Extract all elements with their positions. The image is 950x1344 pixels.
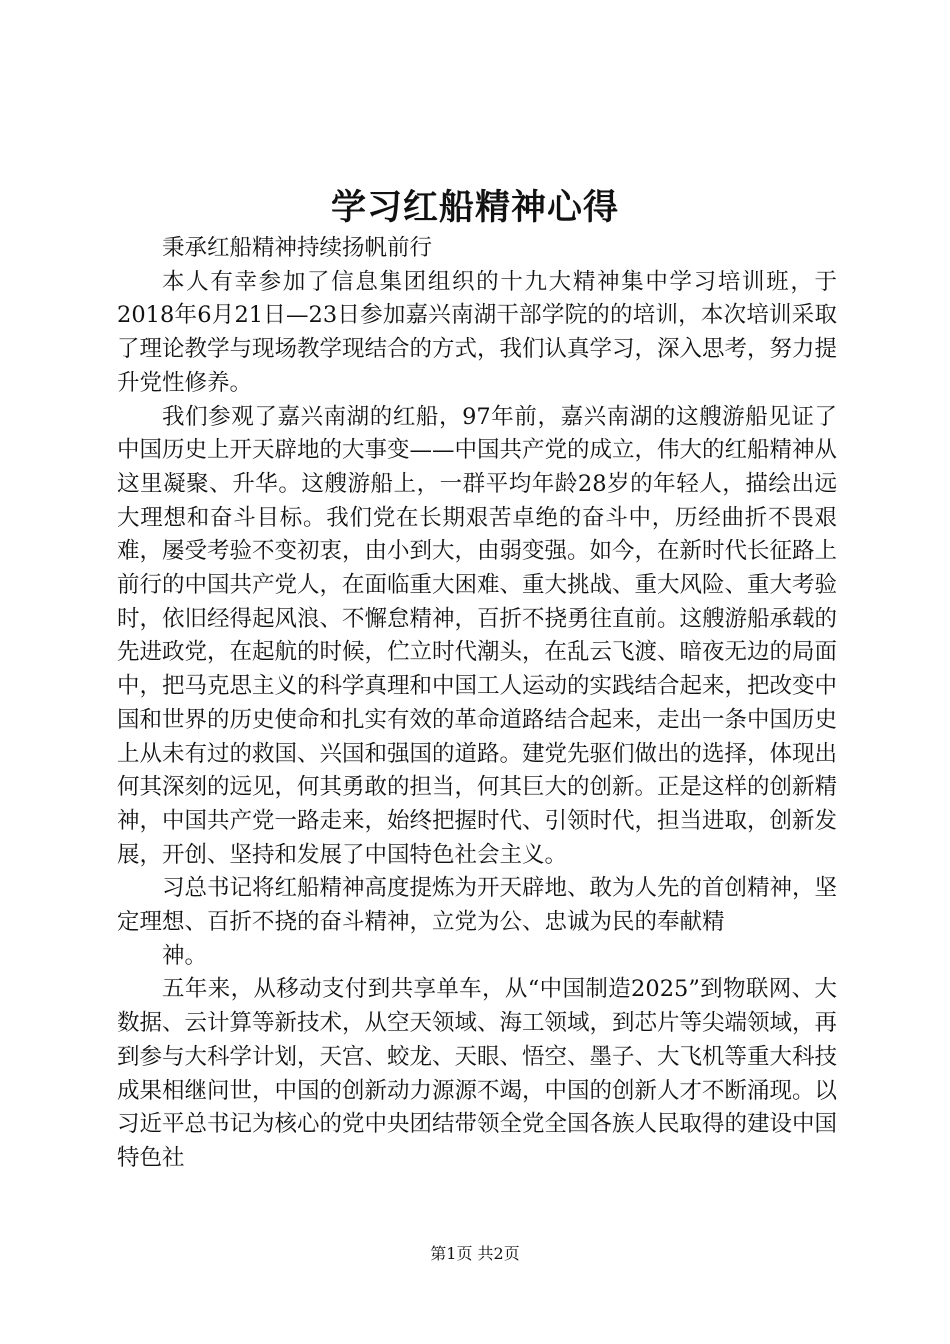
page-number-footer: 第1页 共2页 (430, 1244, 520, 1263)
document-body (117, 232, 837, 1176)
body-paragraph: 神。 (162, 942, 208, 969)
body-paragraph: 习总书记将红船精神高度提炼为开天辟地、敢为人先的首创精神，坚定理想、百折不挠的奋斗精神，立党为公、忠诚为民的奉献精 (117, 875, 838, 936)
body-paragraph: 五年来，从移动支付到共享单车，从“中国制造2025”到物联网、大数据、云计算等新技术，从空天领域、海工领域，到芯片等尖端领域，再到参与大科学计划，天宫、蛟龙、天眼、悟空、墨子、大飞机等重大科技成果相继问世，中国的创新动力源源不竭，中国的创新人才不断涌现。以习近平总书记为核心的党中央团结带领全党全国各族人民取得的建设中国特色社 (117, 976, 838, 1171)
body-paragraph: 我们参观了嘉兴南湖的红船，97年前，嘉兴南湖的这艘游船见证了中国历史上开天辟地的大事变——中国共产党的成立，伟大的红船精神从这里凝聚、升华。这艘游船上，一群平均年龄28岁的年轻人，描绘出远大理想和奋斗目标。我们党在长期艰苦卓绝的奋斗中，历经曲折不畏艰难，屡受考验不变初衷，由小到大，由弱变强。如今，在新时代长征路上前行的中国共产党人，在面临重大困难、重大挑战、重大风险、重大考验时，依旧经得起风浪、不懈怠精神，百折不挠勇往直前。这艘游船承载的先进政党，在起航的时候，伫立时代潮头，在乱云飞渡、暗夜无边的局面中，把马克思主义的科学真理和中国工人运动的实践结合起来，把改变中国和世界的历史使命和扎实有效的革命道路结合起来，走出一条中国历史上从未有过的救国、兴国和强国的道路。建党先驱们做出的选择，体现出何其深刻的远见，何其勇敢的担当，何其巨大的创新。正是这样的创新精神，中国共产党一路走来，始终把握时代、引领时代，担当进取，创新发展，开创、坚持和发展了中国特色社会主义。 (117, 403, 838, 868)
page-title: 学习红船精神心得 (330, 187, 619, 228)
subtitle-paragraph: 秉承红船精神持续扬帆前行 (162, 235, 433, 261)
body-paragraph: 本人有幸参加了信息集团组织的十九大精神集中学习培训班，于2018年6月21日—23日参加嘉兴南湖干部学院的的培训，本次培训采取了理论教学与现场教学现结合的方式，我们认真学习，深入思考，努力提升党性修养。 (117, 268, 838, 396)
